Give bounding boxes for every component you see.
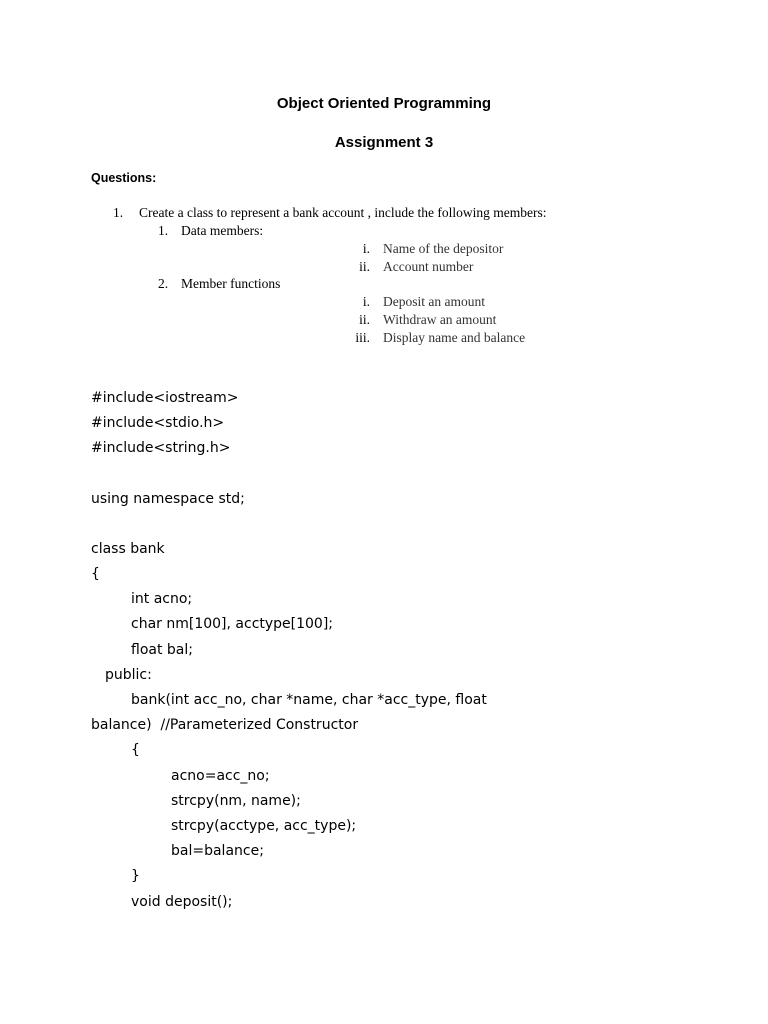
question-number: 1. <box>113 205 124 220</box>
roman-numeral: iii. <box>355 330 370 345</box>
list-item: Name of the depositor <box>383 241 504 256</box>
sub-item-label: Data members: <box>181 223 264 238</box>
code-line: { <box>131 742 140 758</box>
list-item: Account number <box>383 259 474 274</box>
code-line: balance) //Parameterized Constructor <box>91 717 359 733</box>
roman-numeral: i. <box>362 294 370 309</box>
code-line: #include<iostream> <box>91 390 239 406</box>
code-line: strcpy(nm, name); <box>171 793 301 809</box>
code-line: #include<string.h> <box>91 440 231 456</box>
code-line: } <box>131 868 140 884</box>
code-line: char nm[100], acctype[100]; <box>131 616 334 632</box>
question-text: Create a class to represent a bank account , include the following members: <box>139 205 547 220</box>
roman-numeral: i. <box>362 241 370 256</box>
document-title: Object Oriented Programming <box>276 95 492 112</box>
sub-item-number: 1. <box>158 223 169 238</box>
sub-item-number: 2. <box>158 276 169 291</box>
code-line: using namespace std; <box>91 491 245 507</box>
code-line: int acno; <box>131 591 193 607</box>
list-item: Display name and balance <box>383 330 526 345</box>
code-line: bank(int acc_no, char *name, char *acc_type, float <box>131 692 487 708</box>
code-line: strcpy(acctype, acc_type); <box>171 818 357 834</box>
roman-numeral: ii. <box>359 259 370 274</box>
code-line: #include<stdio.h> <box>91 415 225 431</box>
roman-numeral: ii. <box>359 312 370 327</box>
questions-heading: Questions: <box>91 171 157 185</box>
list-item: Withdraw an amount <box>383 312 497 327</box>
code-line: { <box>91 566 100 582</box>
code-line: bal=balance; <box>171 843 264 859</box>
code-line: void deposit(); <box>131 894 233 910</box>
list-item: Deposit an amount <box>383 294 485 309</box>
code-line: public: <box>105 667 152 683</box>
code-line: float bal; <box>131 642 193 658</box>
code-line: class bank <box>91 541 165 557</box>
assignment-subtitle: Assignment 3 <box>334 134 434 151</box>
sub-item-label: Member functions <box>181 276 281 291</box>
code-line: acno=acc_no; <box>171 768 270 784</box>
